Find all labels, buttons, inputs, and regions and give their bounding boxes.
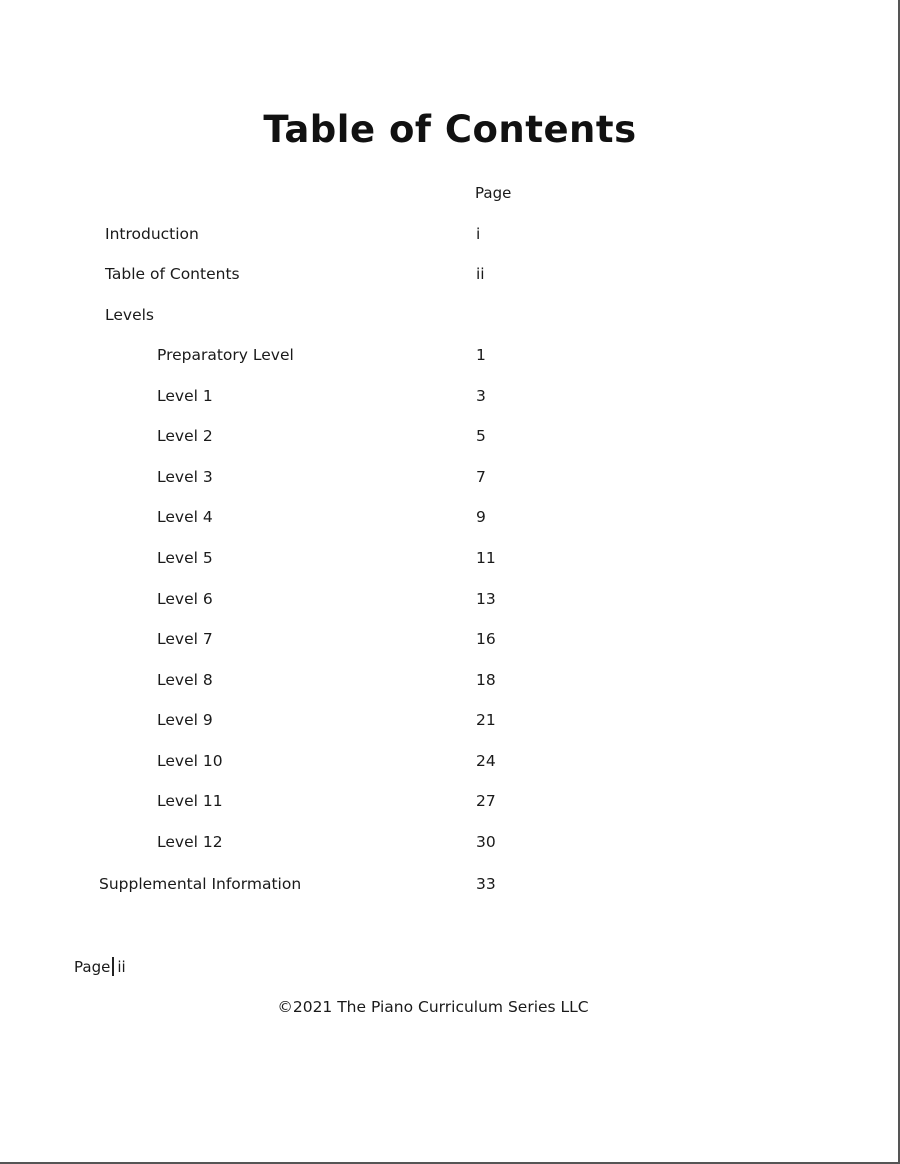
toc-entry-level-2[interactable]: [0, 427, 900, 451]
toc-entry-page: 27: [476, 792, 496, 810]
toc-entry-page: 5: [476, 427, 486, 445]
toc-entry-page: 33: [476, 875, 496, 893]
toc-entry-label: Level 3: [157, 468, 213, 486]
toc-entry-page: 24: [476, 752, 496, 770]
toc-entry-level-8[interactable]: [0, 671, 900, 695]
page-title: Table of Contents: [263, 108, 637, 151]
footer-page-word: Page: [74, 958, 111, 976]
toc-entry-level-6[interactable]: [0, 590, 900, 614]
toc-entry-level-4[interactable]: [0, 508, 900, 532]
toc-entry-page: 13: [476, 590, 496, 608]
toc-entry-label: Level 9: [157, 711, 213, 729]
toc-entry-label: Level 1: [157, 387, 213, 405]
toc-entry-page: 3: [476, 387, 486, 405]
toc-entry-page: 18: [476, 671, 496, 689]
toc-entry-table-of-contents[interactable]: [0, 265, 900, 289]
toc-entry-page: 16: [476, 630, 496, 648]
toc-entry-page: 30: [476, 833, 496, 851]
footer-page-value: ii: [117, 958, 126, 976]
toc-entry-label: Preparatory Level: [157, 346, 294, 364]
toc-entry-label: Level 10: [157, 752, 223, 770]
toc-entry-level-5[interactable]: [0, 549, 900, 573]
toc-entry-supplemental-information[interactable]: [0, 875, 900, 899]
toc-entry-page: 7: [476, 468, 486, 486]
toc-entry-label: Level 4: [157, 508, 213, 526]
toc-entry-label: Supplemental Information: [99, 875, 302, 893]
toc-entry-label: Table of Contents: [105, 265, 240, 283]
toc-entry-level-11[interactable]: [0, 792, 900, 816]
toc-entry-level-7[interactable]: [0, 630, 900, 654]
toc-entry-label: Levels: [105, 306, 154, 324]
toc-entry-label: Level 2: [157, 427, 213, 445]
toc-entry-preparatory-level[interactable]: [0, 346, 900, 370]
toc-entry-page: 9: [476, 508, 486, 526]
toc-entry-label: Level 5: [157, 549, 213, 567]
toc-entry-level-12[interactable]: [0, 833, 900, 857]
toc-entry-levels: [0, 306, 900, 330]
footer-divider: [112, 957, 114, 976]
footer-page-number: [74, 957, 126, 976]
toc-entry-level-10[interactable]: [0, 752, 900, 776]
toc-entry-page: 1: [476, 346, 486, 364]
toc-entry-label: Level 12: [157, 833, 223, 851]
toc-entry-label: Level 11: [157, 792, 223, 810]
toc-entry-label: Level 6: [157, 590, 213, 608]
toc-entry-page: 21: [476, 711, 496, 729]
toc-entry-label: Introduction: [105, 225, 199, 243]
toc-entry-page: 11: [476, 549, 496, 567]
toc-entry-label: Level 7: [157, 630, 213, 648]
toc-entry-level-9[interactable]: [0, 711, 900, 735]
page-column-header: Page: [475, 184, 512, 202]
copyright-notice: ©2021 The Piano Curriculum Series LLC: [277, 998, 589, 1016]
toc-entry-page: ii: [476, 265, 485, 283]
toc-entry-page: i: [476, 225, 481, 243]
toc-entry-level-3[interactable]: [0, 468, 900, 492]
toc-entry-label: Level 8: [157, 671, 213, 689]
toc-entry-introduction[interactable]: [0, 225, 900, 249]
toc-entry-level-1[interactable]: [0, 387, 900, 411]
